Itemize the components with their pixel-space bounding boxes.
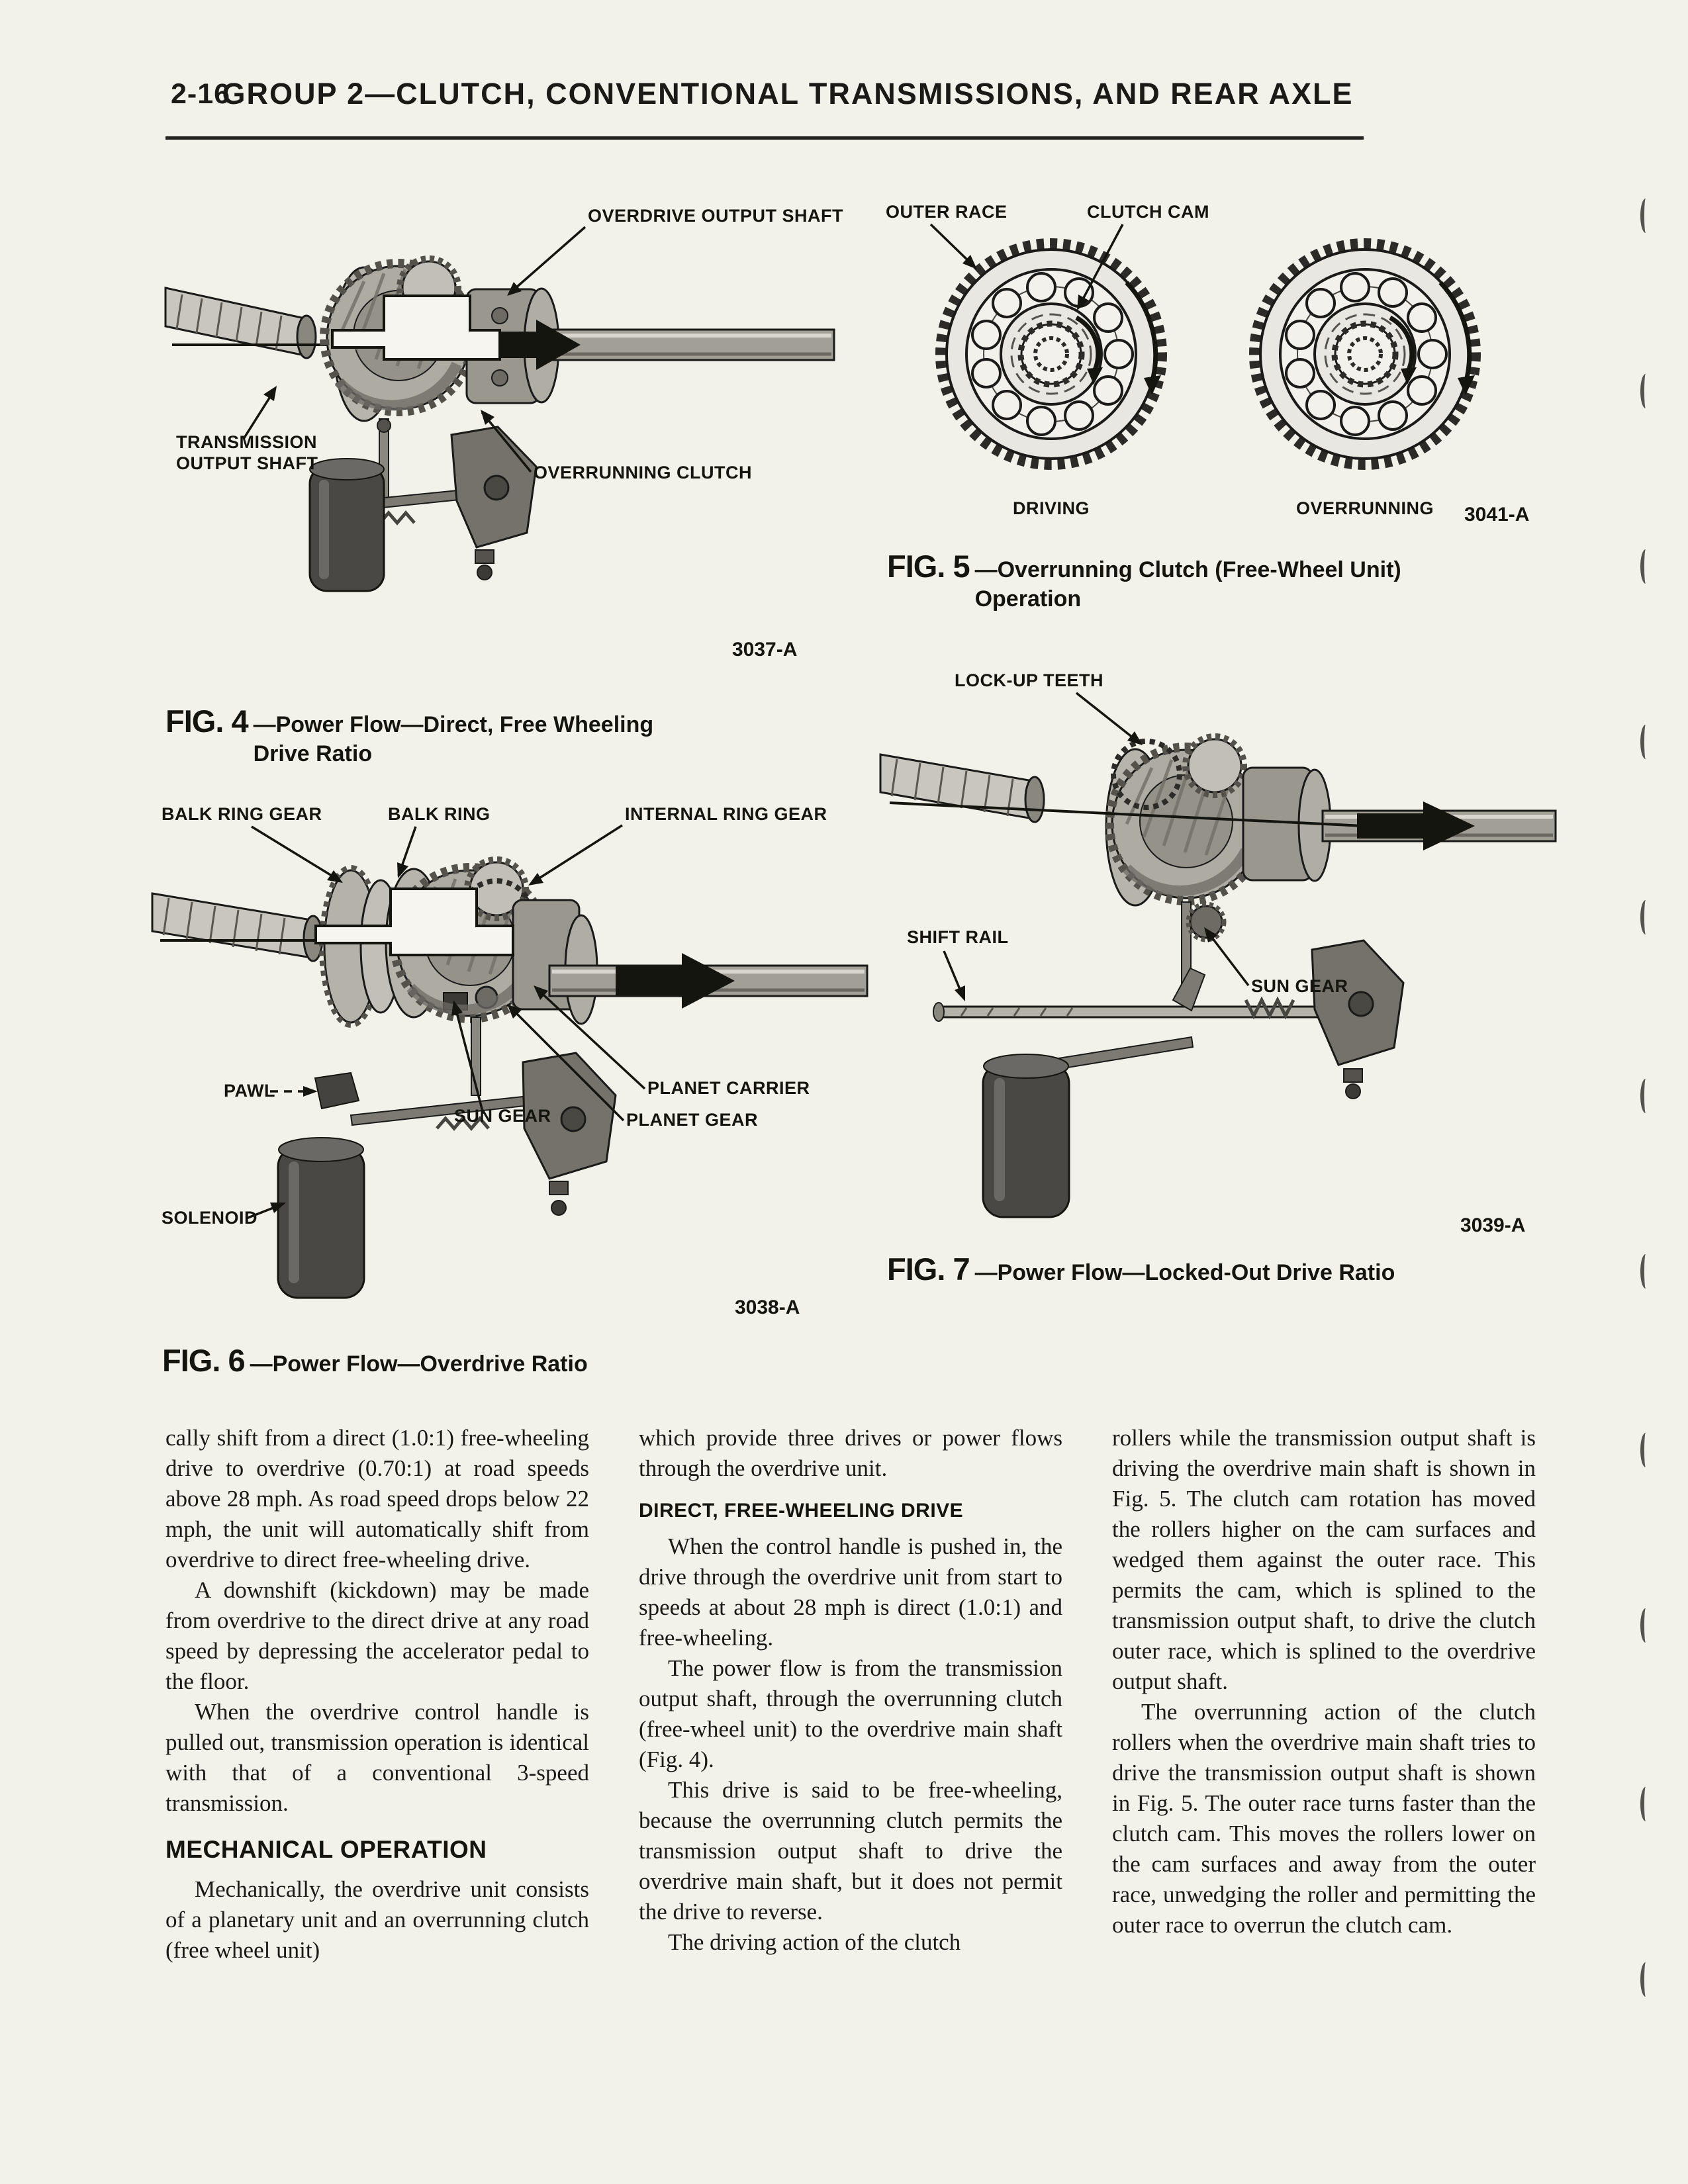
binding-mark: [1640, 725, 1651, 759]
label-sun-gear: SUN GEAR: [454, 1106, 551, 1126]
fig4-output-shaft: [553, 330, 834, 360]
label-balk-ring-gear: BALK RING GEAR: [162, 804, 322, 824]
page-number: 2-16: [171, 78, 231, 110]
fig5-illustration: [880, 195, 1542, 539]
section-heading-direct-free-wheeling-drive: DIRECT, FREE-WHEELING DRIVE: [639, 1500, 964, 1522]
page-title: GROUP 2—CLUTCH, CONVENTIONAL TRANSMISSIONS, AND REAR AXLE: [222, 77, 1354, 111]
fig4-caption: [165, 703, 653, 768]
fig5-number: FIG. 5: [887, 549, 970, 584]
fig6-art-code: 3038-A: [735, 1297, 800, 1318]
label-balk-ring: BALK RING: [388, 804, 491, 824]
fig7-solenoid: [983, 1054, 1069, 1217]
power-flow-arrow: [1357, 801, 1475, 850]
fig6-caption-line1: —Power Flow—Overdrive Ratio: [250, 1351, 588, 1377]
leader-arrowhead: [955, 985, 965, 1001]
leader-arrowhead: [528, 873, 543, 886]
label-outer-race: OUTER RACE: [886, 202, 1008, 222]
paragraph: When the control handle is pushed in, the drive through the overdrive unit from start to speeds at about 28 mph is direct (1.0:1) and free-wheeling.: [639, 1533, 1062, 1651]
fig7-caption-line1: —Power Flow—Locked-Out Drive Ratio: [974, 1260, 1395, 1285]
binding-mark: [1640, 1079, 1651, 1113]
binding-mark: [1640, 374, 1651, 408]
label-shift-rail: SHIFT RAIL: [907, 927, 1009, 947]
section-heading-mechanical-operation: MECHANICAL OPERATION: [165, 1836, 487, 1863]
paragraph: rollers while the transmission output shaft is driving the overdrive main shaft is shown in Fig. 5. The clutch cam rotation has moved the rollers higher on the cam surfaces and wedged them against the outer race. This permits the cam, which is splined to the transmission output shaft, to drive the clutch outer race, which is splined to the overdrive output shaft.: [1112, 1425, 1536, 1694]
label-lock-up-teeth: LOCK-UP TEETH: [955, 670, 1104, 690]
paragraph: Mechanically, the overdrive unit consists of a planetary unit and an overrunning clutch (free wheel unit): [165, 1876, 589, 1963]
header-rule: [165, 136, 1364, 140]
paragraph: When the overdrive control handle is pulled out, transmission operation is identical with that of a conventional 3-speed transmission.: [165, 1699, 589, 1816]
label-overdrive-output-shaft: OVERDRIVE OUTPUT SHAFT: [588, 206, 844, 226]
fig4-caption-line1: —Power Flow—Direct, Free Wheeling: [253, 712, 654, 737]
label-transmission-output-shaft: TRANSMISSION: [176, 432, 318, 452]
fig4-art-code: 3037-A: [732, 639, 798, 660]
fig7-art-code: 3039-A: [1460, 1214, 1526, 1236]
paragraph: which provide three drives or power flows through the overdrive unit.: [639, 1425, 1062, 1481]
label-sun-gear: SUN GEAR: [1251, 976, 1348, 996]
fig6-caption: [162, 1342, 588, 1379]
fig5-art-code: 3041-A: [1464, 504, 1530, 525]
binding-mark: [1640, 549, 1651, 584]
paragraph: The overrunning action of the clutch rollers when the overdrive main shaft tries to drive the transmission output shaft is shown in Fig. 5. The outer race turns faster than the clutch cam. This moves the rollers lower on the cam surfaces and away from the outer race, unwedging the roller and permitting the outer race to overrun the clutch cam.: [1112, 1699, 1536, 1938]
fig7-caption: [887, 1251, 1395, 1287]
text-column-1: [165, 1423, 589, 1966]
fig5-driving-clutch-diagram: [941, 244, 1161, 464]
paragraph: A downshift (kickdown) may be made from overdrive to the direct drive at any road speed by depressing the accelerator pedal to the floor.: [165, 1577, 589, 1694]
label-solenoid: SOLENOID: [162, 1208, 258, 1228]
fig7-illustration: [880, 639, 1556, 1241]
fig7-number: FIG. 7: [887, 1251, 970, 1287]
fig4-callouts: [176, 206, 843, 660]
fig6-solenoid: [278, 1138, 364, 1298]
fig5-caption: [887, 548, 1401, 614]
binding-mark: [1640, 1787, 1651, 1821]
label-overrunning: OVERRUNNING: [1295, 498, 1434, 518]
binding-mark: [1640, 1254, 1651, 1289]
binding-mark: [1640, 1433, 1651, 1467]
label-overrunning-clutch: OVERRUNNING CLUTCH: [534, 463, 752, 482]
label-driving: DRIVING: [1012, 498, 1090, 518]
fig5-caption-line2: Operation: [974, 586, 1082, 612]
label-pawl: PAWL: [224, 1081, 275, 1101]
label-clutch-cam: CLUTCH CAM: [1087, 202, 1209, 222]
body-text: [165, 1423, 1536, 1966]
binding-mark: [1640, 1608, 1651, 1643]
fig7-input-shaft: [880, 754, 1044, 822]
binding-mark: [1640, 1962, 1651, 1997]
text-column-2: [639, 1423, 1062, 1966]
paragraph: This drive is said to be free-wheeling, because the overrunning clutch permits the transmission output shaft to drive the overdrive main shaft, but it does not permit the drive to reverse.: [639, 1777, 1062, 1925]
label-internal-ring-gear: INTERNAL RING GEAR: [625, 804, 827, 824]
fig6-input-shaft: [152, 893, 322, 961]
leader-arrowhead: [481, 410, 494, 425]
fig6-illustration: [152, 784, 867, 1334]
label-planet-gear: PLANET GEAR: [626, 1110, 759, 1130]
power-flow-arrow: [616, 953, 735, 1009]
fig4-input-shaft: [165, 288, 316, 358]
fig4-illustration: [165, 189, 844, 698]
text-column-3: [1112, 1423, 1536, 1966]
fig5-caption-line1: —Overrunning Clutch (Free-Wheel Unit): [974, 557, 1401, 582]
paragraph: cally shift from a direct (1.0:1) free-wheeling drive to overdrive (0.70:1) at road speeds above 28 mph. As road speed drops below 22 mph, the unit will automatically shift from overdrive to direct free-wheeling drive.: [165, 1425, 589, 1572]
paragraph: The power flow is from the transmission output shaft, through the overrunning clutch (free-wheel unit) to the overdrive main shaft (Fig. 4).: [639, 1655, 1062, 1772]
paragraph: The driving action of the clutch: [668, 1929, 961, 1955]
leader-arrowhead: [303, 1086, 318, 1097]
fig4-number: FIG. 4: [165, 704, 248, 739]
fig4-solenoid: [310, 459, 384, 591]
label-planet-carrier: PLANET CARRIER: [647, 1078, 810, 1098]
fig4-caption-line2: Drive Ratio: [253, 741, 373, 767]
binding-mark: [1640, 900, 1651, 934]
fig5-overrunning-clutch-diagram: [1255, 244, 1475, 464]
fig6-number: FIG. 6: [162, 1343, 245, 1378]
binding-mark: [1640, 199, 1651, 233]
label-transmission-output-shaft-2: OUTPUT SHAFT: [176, 453, 318, 473]
